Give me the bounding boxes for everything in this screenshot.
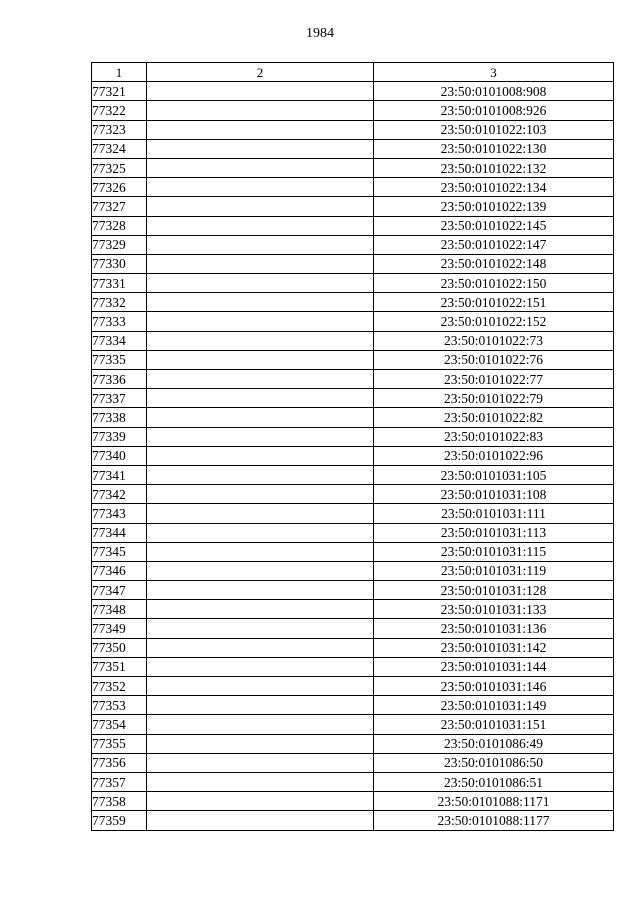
row-number-cell: 77350 — [92, 638, 147, 657]
empty-cell — [147, 178, 374, 197]
row-number-cell: 77330 — [92, 254, 147, 273]
cadastral-number-cell: 23:50:0101022:73 — [374, 331, 614, 350]
row-number-cell: 77353 — [92, 696, 147, 715]
cadastral-number-cell: 23:50:0101031:149 — [374, 696, 614, 715]
cadastral-number-cell: 23:50:0101031:111 — [374, 504, 614, 523]
row-number-cell: 77345 — [92, 542, 147, 561]
table-row — [92, 370, 614, 389]
empty-cell — [147, 120, 374, 139]
table-row — [92, 446, 614, 465]
cadastral-number-cell: 23:50:0101031:133 — [374, 600, 614, 619]
cadastral-number-cell: 23:50:0101031:105 — [374, 465, 614, 484]
cadastral-number-cell: 23:50:0101022:139 — [374, 197, 614, 216]
row-number-cell: 77331 — [92, 274, 147, 293]
table-row — [92, 427, 614, 446]
empty-cell — [147, 638, 374, 657]
empty-cell — [147, 600, 374, 619]
row-number-cell: 77326 — [92, 178, 147, 197]
cadastral-number-cell: 23:50:0101022:96 — [374, 446, 614, 465]
cadastral-number-cell: 23:50:0101022:151 — [374, 293, 614, 312]
empty-cell — [147, 523, 374, 542]
cadastral-number-cell: 23:50:0101031:142 — [374, 638, 614, 657]
row-number-cell: 77342 — [92, 485, 147, 504]
table-header — [92, 63, 614, 82]
table-row — [92, 293, 614, 312]
empty-cell — [147, 254, 374, 273]
empty-cell — [147, 811, 374, 830]
cadastral-number-cell: 23:50:0101088:1171 — [374, 792, 614, 811]
row-number-cell: 77356 — [92, 753, 147, 772]
empty-cell — [147, 158, 374, 177]
table-row — [92, 753, 614, 772]
table-row — [92, 600, 614, 619]
row-number-cell: 77357 — [92, 772, 147, 791]
cadastral-number-cell: 23:50:0101008:908 — [374, 82, 614, 101]
table-row — [92, 389, 614, 408]
cadastral-number-cell: 23:50:0101022:82 — [374, 408, 614, 427]
table-row — [92, 485, 614, 504]
row-number-cell: 77351 — [92, 657, 147, 676]
table-row — [92, 542, 614, 561]
empty-cell — [147, 792, 374, 811]
registry-table — [91, 62, 614, 831]
cadastral-number-cell: 23:50:0101022:145 — [374, 216, 614, 235]
empty-cell — [147, 370, 374, 389]
row-number-cell: 77323 — [92, 120, 147, 139]
table-row — [92, 677, 614, 696]
table-row — [92, 638, 614, 657]
empty-cell — [147, 734, 374, 753]
empty-cell — [147, 235, 374, 254]
table-row — [92, 619, 614, 638]
row-number-cell: 77327 — [92, 197, 147, 216]
cadastral-number-cell: 23:50:0101022:134 — [374, 178, 614, 197]
row-number-cell: 77322 — [92, 101, 147, 120]
cadastral-number-cell: 23:50:0101031:136 — [374, 619, 614, 638]
row-number-cell: 77348 — [92, 600, 147, 619]
cadastral-number-cell: 23:50:0101031:144 — [374, 657, 614, 676]
cadastral-number-cell: 23:50:0101022:79 — [374, 389, 614, 408]
table-row — [92, 216, 614, 235]
table-row — [92, 120, 614, 139]
cadastral-number-cell: 23:50:0101022:77 — [374, 370, 614, 389]
row-number-cell: 77339 — [92, 427, 147, 446]
row-number-cell: 77347 — [92, 581, 147, 600]
table-body — [92, 82, 614, 830]
cadastral-number-cell: 23:50:0101086:50 — [374, 753, 614, 772]
table-row — [92, 158, 614, 177]
empty-cell — [147, 657, 374, 676]
row-number-cell: 77321 — [92, 82, 147, 101]
empty-cell — [147, 331, 374, 350]
empty-cell — [147, 465, 374, 484]
cadastral-number-cell: 23:50:0101022:83 — [374, 427, 614, 446]
empty-cell — [147, 101, 374, 120]
empty-cell — [147, 581, 374, 600]
table-row — [92, 254, 614, 273]
row-number-cell: 77337 — [92, 389, 147, 408]
table-row — [92, 715, 614, 734]
cadastral-number-cell: 23:50:0101031:119 — [374, 561, 614, 580]
empty-cell — [147, 772, 374, 791]
table-row — [92, 101, 614, 120]
row-number-cell: 77352 — [92, 677, 147, 696]
row-number-cell: 77324 — [92, 139, 147, 158]
cadastral-number-cell: 23:50:0101031:146 — [374, 677, 614, 696]
cadastral-number-cell: 23:50:0101088:1177 — [374, 811, 614, 830]
cadastral-number-cell: 23:50:0101022:150 — [374, 274, 614, 293]
table-row — [92, 350, 614, 369]
row-number-cell: 77349 — [92, 619, 147, 638]
table-row — [92, 696, 614, 715]
empty-cell — [147, 293, 374, 312]
cadastral-number-cell: 23:50:0101022:148 — [374, 254, 614, 273]
row-number-cell: 77335 — [92, 350, 147, 369]
row-number-cell: 77341 — [92, 465, 147, 484]
empty-cell — [147, 485, 374, 504]
row-number-cell: 77328 — [92, 216, 147, 235]
cadastral-number-cell: 23:50:0101008:926 — [374, 101, 614, 120]
page-number: 1984 — [306, 26, 334, 41]
empty-cell — [147, 197, 374, 216]
empty-cell — [147, 696, 374, 715]
empty-cell — [147, 446, 374, 465]
cadastral-number-cell: 23:50:0101022:147 — [374, 235, 614, 254]
empty-cell — [147, 350, 374, 369]
table-row — [92, 504, 614, 523]
table-row — [92, 197, 614, 216]
cadastral-number-cell: 23:50:0101022:132 — [374, 158, 614, 177]
empty-cell — [147, 82, 374, 101]
column-header-2: 2 — [147, 63, 374, 82]
table-row — [92, 465, 614, 484]
cadastral-number-cell: 23:50:0101022:152 — [374, 312, 614, 331]
cadastral-number-cell: 23:50:0101022:76 — [374, 350, 614, 369]
table-row — [92, 734, 614, 753]
table-row — [92, 235, 614, 254]
column-header-3: 3 — [374, 63, 614, 82]
table-row — [92, 312, 614, 331]
empty-cell — [147, 504, 374, 523]
row-number-cell: 77359 — [92, 811, 147, 830]
empty-cell — [147, 312, 374, 331]
empty-cell — [147, 677, 374, 696]
row-number-cell: 77340 — [92, 446, 147, 465]
table-row — [92, 274, 614, 293]
row-number-cell: 77329 — [92, 235, 147, 254]
cadastral-number-cell: 23:50:0101031:113 — [374, 523, 614, 542]
cadastral-number-cell: 23:50:0101022:103 — [374, 120, 614, 139]
row-number-cell: 77325 — [92, 158, 147, 177]
table-row — [92, 561, 614, 580]
empty-cell — [147, 216, 374, 235]
empty-cell — [147, 561, 374, 580]
table-row — [92, 178, 614, 197]
table-row — [92, 792, 614, 811]
header-row — [92, 63, 614, 82]
cadastral-number-cell: 23:50:0101086:49 — [374, 734, 614, 753]
empty-cell — [147, 753, 374, 772]
table-row — [92, 331, 614, 350]
empty-cell — [147, 427, 374, 446]
table-row — [92, 811, 614, 830]
column-header-1: 1 — [92, 63, 147, 82]
row-number-cell: 77343 — [92, 504, 147, 523]
row-number-cell: 77344 — [92, 523, 147, 542]
table-row — [92, 408, 614, 427]
row-number-cell: 77332 — [92, 293, 147, 312]
cadastral-number-cell: 23:50:0101031:128 — [374, 581, 614, 600]
empty-cell — [147, 408, 374, 427]
row-number-cell: 77355 — [92, 734, 147, 753]
row-number-cell: 77346 — [92, 561, 147, 580]
table-row — [92, 523, 614, 542]
empty-cell — [147, 139, 374, 158]
cadastral-number-cell: 23:50:0101031:115 — [374, 542, 614, 561]
table-row — [92, 82, 614, 101]
row-number-cell: 77336 — [92, 370, 147, 389]
empty-cell — [147, 715, 374, 734]
cadastral-number-cell: 23:50:0101031:108 — [374, 485, 614, 504]
row-number-cell: 77334 — [92, 331, 147, 350]
empty-cell — [147, 389, 374, 408]
cadastral-number-cell: 23:50:0101031:151 — [374, 715, 614, 734]
table-row — [92, 139, 614, 158]
cadastral-number-cell: 23:50:0101086:51 — [374, 772, 614, 791]
row-number-cell: 77338 — [92, 408, 147, 427]
empty-cell — [147, 619, 374, 638]
table-row — [92, 657, 614, 676]
row-number-cell: 77354 — [92, 715, 147, 734]
table-row — [92, 581, 614, 600]
row-number-cell: 77333 — [92, 312, 147, 331]
cadastral-number-cell: 23:50:0101022:130 — [374, 139, 614, 158]
row-number-cell: 77358 — [92, 792, 147, 811]
empty-cell — [147, 542, 374, 561]
table-row — [92, 772, 614, 791]
empty-cell — [147, 274, 374, 293]
